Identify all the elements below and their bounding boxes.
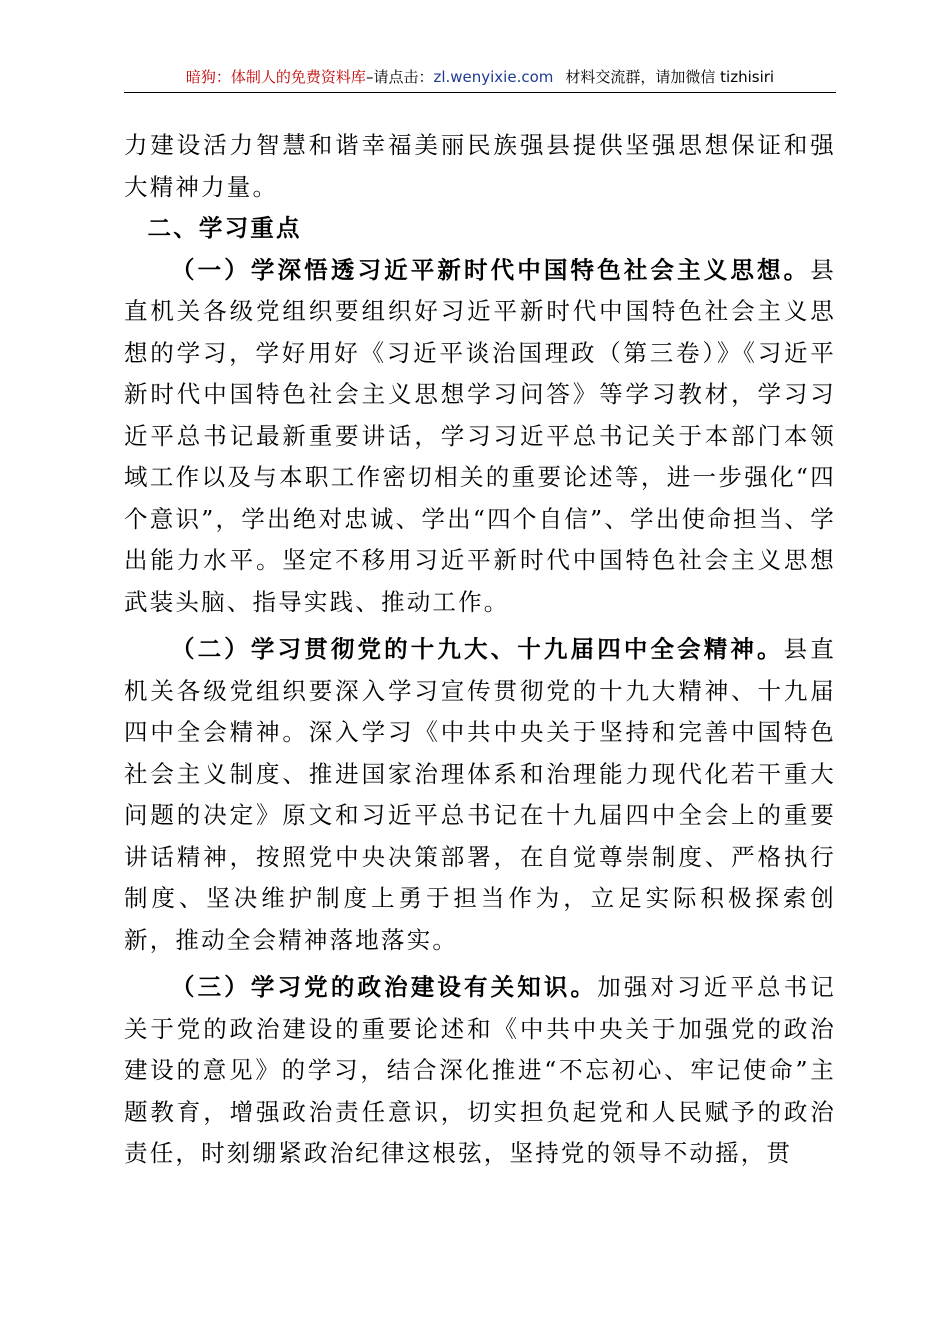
header-contact: 材料交流群，请加微信 tizhisiri: [565, 68, 775, 86]
item-2-title: （二）学习贯彻党的十九大、十九届四中全会精神。: [171, 635, 784, 663]
header-url-link[interactable]: zl.wenyixie.com: [433, 68, 554, 86]
item-3-body: 加强对习近平总书记关于党的政治建设的重要论述和《中共中央关于加强党的政治建设的意见》的学习，结合深化推进“不忘初心、牢记使命”主题教育，增强政治责任意识，切实担负起党和人民赋予的政治责任，时刻绷紧政治纪律这根弦，坚持党的领导不动摇，贯: [124, 973, 836, 1167]
paragraph-item-2: [124, 629, 836, 961]
item-2-body: 县直机关各级党组织要深入学习宣传贯彻党的十九大精神、十九届四中全会精神。深入学习《中共中央关于坚持和完善中国特色社会主义制度、推进国家治理体系和治理能力现代化若干重大问题的决定》原文和习近平总书记在十九届四中全会上的重要讲话精神，按照党中央决策部署，在自觉尊崇制度、严格执行制度、坚决维护制度上勇于担当作为，立足实际积极探索创新，推动全会精神落地落实。: [124, 635, 836, 954]
paragraph-continued: 力建设活力智慧和谐幸福美丽民族强县提供坚强思想保证和强大精神力量。: [124, 131, 836, 201]
document-body: [124, 125, 836, 1175]
page-header: [124, 66, 836, 93]
item-3-title: （三）学习党的政治建设有关知识。: [171, 973, 598, 1001]
item-1-body: 县直机关各级党组织要组织好习近平新时代中国特色社会主义思想的学习，学好用好《习近平谈治国理政（第三卷）》《习近平新时代中国特色社会主义思想学习问答》等学习教材，学习习近平总书记最新重要讲话，学习习近平总书记关于本部门本领域工作以及与本职工作密切相关的重要论述等，进一步强化“四个意识”，学出绝对忠诚、学出“四个自信”、学出使命担当、学出能力水平。坚定不移用习近平新时代中国特色社会主义思想武装头脑、指导实践、推动工作。: [124, 255, 836, 616]
section-heading: 二、学习重点: [147, 214, 302, 242]
item-1-title: （一）学深悟透习近平新时代中国特色社会主义思想。: [171, 255, 811, 284]
header-click-prompt: –请点击：: [365, 68, 434, 86]
header-brand: 暗狗：体制人的免费资料库: [185, 68, 366, 86]
paragraph-item-3: [124, 967, 836, 1175]
paragraph-item-1: [124, 250, 836, 624]
